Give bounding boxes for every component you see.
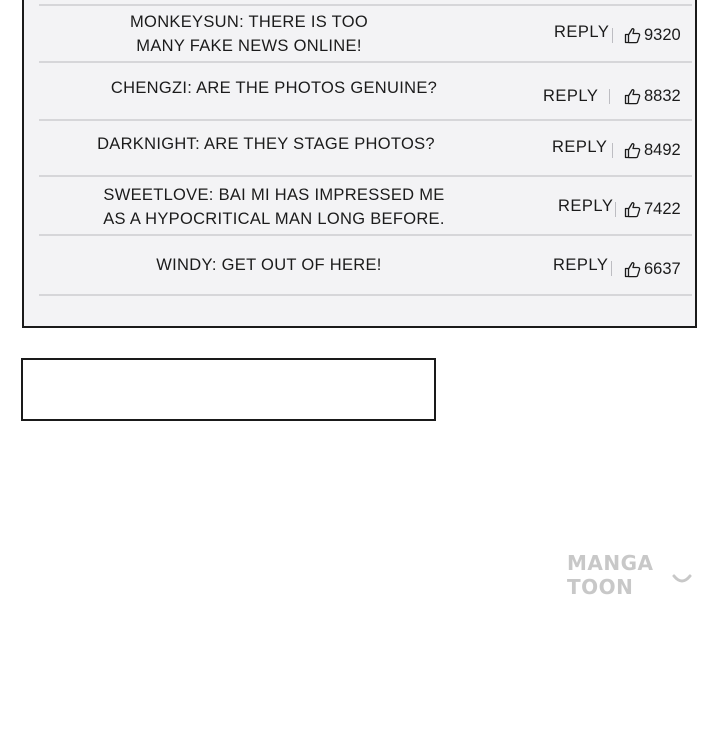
separator [612,143,613,158]
like-count: 7422 [644,200,681,218]
separator [609,89,610,104]
comment-text: CHENGZI: ARE THE PHOTOS GENUINE? [110,79,438,97]
comment-row [39,6,692,63]
comment-text: MONKEYSUN: THERE IS TOO MANY FAKE NEWS ONLINE! [130,13,368,55]
comment-row [39,63,692,121]
comments-panel [22,0,697,328]
like-button[interactable] [624,141,681,160]
like-button[interactable] [624,260,681,279]
like-count: 9320 [644,26,681,44]
separator [615,202,616,217]
reply-button[interactable]: REPLY [553,256,609,274]
thumbs-up-icon [624,27,641,44]
reply-button[interactable]: REPLY [543,87,599,105]
separator [611,261,612,276]
thumbs-up-icon [624,261,641,278]
comment-row [39,236,692,296]
watermark-logo: MANGA TOON [567,551,654,599]
like-button[interactable] [624,87,681,106]
like-button[interactable] [624,200,681,219]
like-count: 6637 [644,260,681,278]
comment-row [39,121,692,177]
thumbs-up-icon [624,88,641,105]
like-count: 8492 [644,141,681,159]
comment-text: SWEETLOVE: BAI MI HAS IMPRESSED ME AS A HYPOCRITICAL MAN LONG BEFORE. [103,186,445,228]
thumbs-up-icon [624,201,641,218]
like-count: 8832 [644,87,681,105]
empty-caption-box [21,358,436,421]
watermark-smile-icon [672,571,692,589]
reply-button[interactable]: REPLY [554,23,610,41]
comment-text: DARKNIGHT: ARE THEY STAGE PHOTOS? [97,135,435,153]
reply-button[interactable]: REPLY [558,197,614,215]
comment-row [39,177,692,236]
separator [612,28,613,43]
thumbs-up-icon [624,142,641,159]
comment-text: WINDY: GET OUT OF HERE! [156,256,382,274]
like-button[interactable] [624,26,681,45]
reply-button[interactable]: REPLY [552,138,608,156]
